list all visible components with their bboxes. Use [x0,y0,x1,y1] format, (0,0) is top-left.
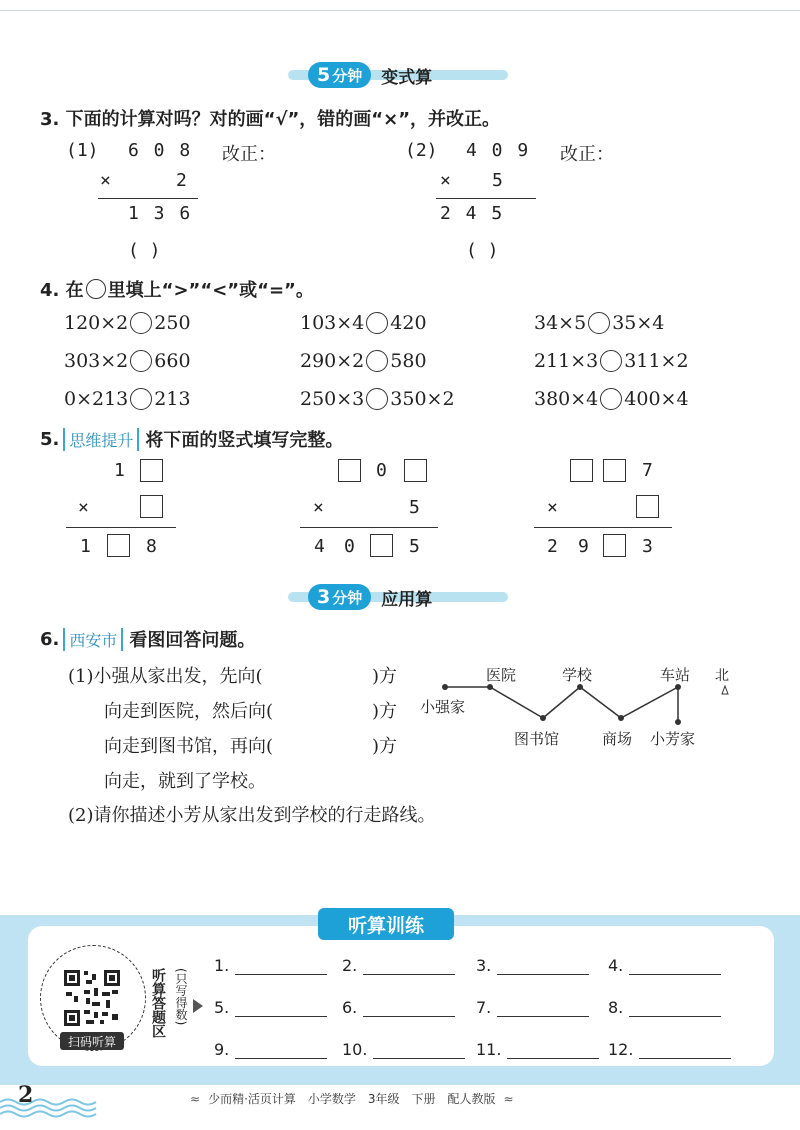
multiplicand: 6 0 8 [128,140,193,161]
fill-box[interactable] [636,495,659,518]
footer-text: 少而精·活页计算 小学数学 3年级 下册 配人教版 [208,1092,496,1106]
correction-label: 改正： [560,144,614,165]
fill-box[interactable] [338,459,361,482]
part1-line-1: (1)小强从家出发，先向( [68,666,263,687]
answer-blank[interactable]: ( ) [128,240,161,261]
answer-number: 4. [608,956,624,975]
part1-line-2: 向走到医院，然后向( [104,701,274,722]
answer-slot [214,956,327,975]
answer-line[interactable] [629,1001,721,1017]
answer-slot [342,956,455,975]
q3-title: 3. 下面的计算对吗？对的画“√”，错的画“×”，并改正。 [40,109,501,130]
region-tag: 西安市 [63,628,123,651]
answer-slot [214,998,327,1017]
right-expression: 311×2 [624,350,689,372]
minutes-unit: 分钟 [332,66,363,85]
scan-label: 扫码听算 [67,1034,116,1049]
part1-line-3-end: )方 [372,736,398,757]
answer-number: 3. [476,956,492,975]
right-expression: 250 [154,312,191,334]
comparison-item [64,350,191,372]
item-label: (2) [405,140,438,161]
answer-circle[interactable] [130,388,152,410]
road-school-mall [580,687,621,718]
time-pill [308,584,371,610]
answer-number: 7. [476,998,492,1017]
part1-line-1-end: )方 [372,666,398,687]
digit: 2 [547,536,558,557]
q4-title [40,276,314,302]
listening-title: 听算训练 [347,914,424,937]
label-school: 学校 [562,666,593,684]
right-expression: 350×2 [390,388,455,410]
answer-slot [476,956,589,975]
comparison-item [534,350,689,372]
answer-number: 11. [476,1040,502,1059]
answer-line[interactable] [497,959,589,975]
answer-number: 9. [214,1040,230,1059]
answer-blank[interactable]: ( ) [466,240,499,261]
multiplier: 2 [176,170,187,191]
fill-box[interactable] [603,459,626,482]
answer-slot [342,1040,465,1059]
answer-slot [608,998,721,1017]
part1-line-2-end: )方 [372,701,398,722]
answer-circle[interactable] [366,312,388,334]
digit: 3 [642,536,653,557]
digit: 4 [314,536,325,557]
answer-number: 1. [214,956,230,975]
part1-line-4: 向走，就到了学校。 [104,771,266,792]
north-label: 北 [715,668,729,684]
left-expression: 120×2 [64,312,129,334]
qr-code-icon[interactable] [62,968,122,1028]
road-hospital-library [490,687,543,718]
road-mall-station [621,687,678,718]
left-expression: 250×3 [300,388,365,410]
result-line [98,198,198,199]
correction-label: 改正： [222,144,276,165]
listening-title-tab [318,908,454,940]
answer-circle[interactable] [366,388,388,410]
digit: 5 [409,536,420,557]
part2-question: (2)请你描述小芳从家出发到学校的行走路线。 [68,805,436,826]
answer-area-note: (只写得数) [174,968,188,1026]
section-title: 应用算 [381,589,433,610]
label-hospital: 医院 [486,666,517,684]
footer-bar [190,1090,514,1107]
minutes-unit: 分钟 [332,588,363,607]
node-school [577,684,583,690]
node-station [675,684,681,690]
time-pill [308,62,371,88]
digit: 5 [409,497,420,518]
left-expression: 211×3 [534,350,599,372]
answer-line[interactable] [235,1001,327,1017]
multiply-sign: × [547,497,558,518]
fill-box[interactable] [140,495,163,518]
result-line [66,527,176,528]
digit: 1 [114,460,125,481]
left-expression: 103×4 [300,312,365,334]
answer-circle[interactable] [366,350,388,372]
answer-line[interactable] [507,1043,599,1059]
left-expression: 290×2 [300,350,365,372]
right-expression: 35×4 [612,312,665,334]
node-hospital [487,684,493,690]
top-rule [0,10,800,11]
question-text: 将下面的竖式填写完整。 [145,430,344,451]
wave-left-icon: ≈ [190,1091,201,1106]
answer-circle[interactable] [600,350,622,372]
answer-slot [608,1040,731,1059]
route-map [410,660,750,755]
fill-box[interactable] [140,459,163,482]
minutes-number: 3 [317,586,331,608]
fill-box[interactable] [570,459,593,482]
scan-label-box [60,1032,124,1050]
comparison-item [64,312,191,334]
part1-line-3: 向走到图书馆，再向( [104,736,274,757]
q6-title [40,626,255,652]
digit: 9 [578,536,589,557]
comparison-item [534,312,664,334]
right-expression: 213 [154,388,191,410]
answer-slot [214,1040,327,1059]
label-xiaofang-home: 小芳家 [650,730,696,748]
minutes-number: 5 [317,64,331,86]
fill-box[interactable] [370,534,393,557]
multiply-sign: × [440,170,451,191]
difficulty-tag: 思维提升 [63,428,139,451]
node-xiaofang-home [675,719,681,725]
node-library [540,715,546,721]
q5-title [40,426,343,452]
answer-slot [608,956,721,975]
answer-circle[interactable] [130,350,152,372]
answer-slot [342,998,455,1017]
multiply-sign: × [100,170,111,191]
multiply-sign: × [313,497,324,518]
result-line [436,198,536,199]
label-station: 车站 [660,666,691,684]
label-xiaoqiang-home: 小强家 [420,698,466,716]
answer-area-label: 听算答题区 [150,968,166,1038]
fill-box[interactable] [404,459,427,482]
answer-slot [476,998,589,1017]
answer-number: 2. [342,956,358,975]
wave-right-icon: ≈ [503,1091,514,1106]
answer-circle[interactable] [130,312,152,334]
comparison-item [300,350,427,372]
right-expression: 660 [154,350,191,372]
north-arrow-icon [722,686,728,694]
answer-number: 5. [214,998,230,1017]
question-text: 看图回答问题。 [129,630,256,651]
answer-line[interactable] [629,959,721,975]
answer-slot [476,1040,599,1059]
left-expression: 380×4 [534,388,599,410]
answer-line[interactable] [363,959,455,975]
comparison-item [300,388,455,410]
multiplier: 5 [492,170,503,191]
page-wave-decoration [0,1080,110,1120]
answer-line[interactable] [373,1043,465,1059]
question-number: 5. [40,428,60,450]
answer-number: 10. [342,1040,368,1059]
q4-title-prefix: 4. 在 [40,280,84,301]
section-banner-calc1 [288,62,432,88]
fill-box[interactable] [603,534,626,557]
left-expression: 34×5 [534,312,587,334]
page-number: 2 [18,1082,34,1108]
multiplicand: 4 0 9 [466,140,531,161]
digit: 0 [344,536,355,557]
answer-number: 6. [342,998,358,1017]
answer-number: 12. [608,1040,634,1059]
pointer-arrow-icon [192,998,204,1014]
circle-icon [86,279,106,299]
product: 2 4 5 [440,203,505,224]
question-number: 6. [40,628,60,650]
comparison-item [64,388,191,410]
digit: 8 [146,536,157,557]
right-expression: 580 [390,350,427,372]
result-line [534,527,672,528]
product: 1 3 6 [128,203,193,224]
answer-line[interactable] [497,1001,589,1017]
label-library: 图书馆 [514,730,560,748]
multiply-sign: × [78,497,89,518]
answer-number: 8. [608,998,624,1017]
road-library-school [543,687,580,718]
answer-line[interactable] [235,959,327,975]
left-expression: 303×2 [64,350,129,372]
digit: 0 [376,460,387,481]
left-expression: 0×213 [64,388,129,410]
right-expression: 400×4 [624,388,689,410]
item-label: (1) [66,140,99,161]
q4-title-suffix: 里填上“>”“<”或“=”。 [107,280,314,301]
answer-line[interactable] [363,1001,455,1017]
digit: 1 [80,536,91,557]
comparison-item [534,388,689,410]
answer-circle[interactable] [600,388,622,410]
label-mall: 商场 [602,730,633,748]
right-expression: 420 [390,312,427,334]
fill-box[interactable] [107,534,130,557]
node-xiaoqiang-home [442,684,448,690]
section-banner-calc2 [288,584,432,610]
answer-line[interactable] [639,1043,731,1059]
answer-line[interactable] [235,1043,327,1059]
digit: 7 [642,460,653,481]
comparison-item [300,312,427,334]
section-title: 变式算 [381,67,433,88]
answer-circle[interactable] [588,312,610,334]
node-mall [618,715,624,721]
result-line [300,527,438,528]
